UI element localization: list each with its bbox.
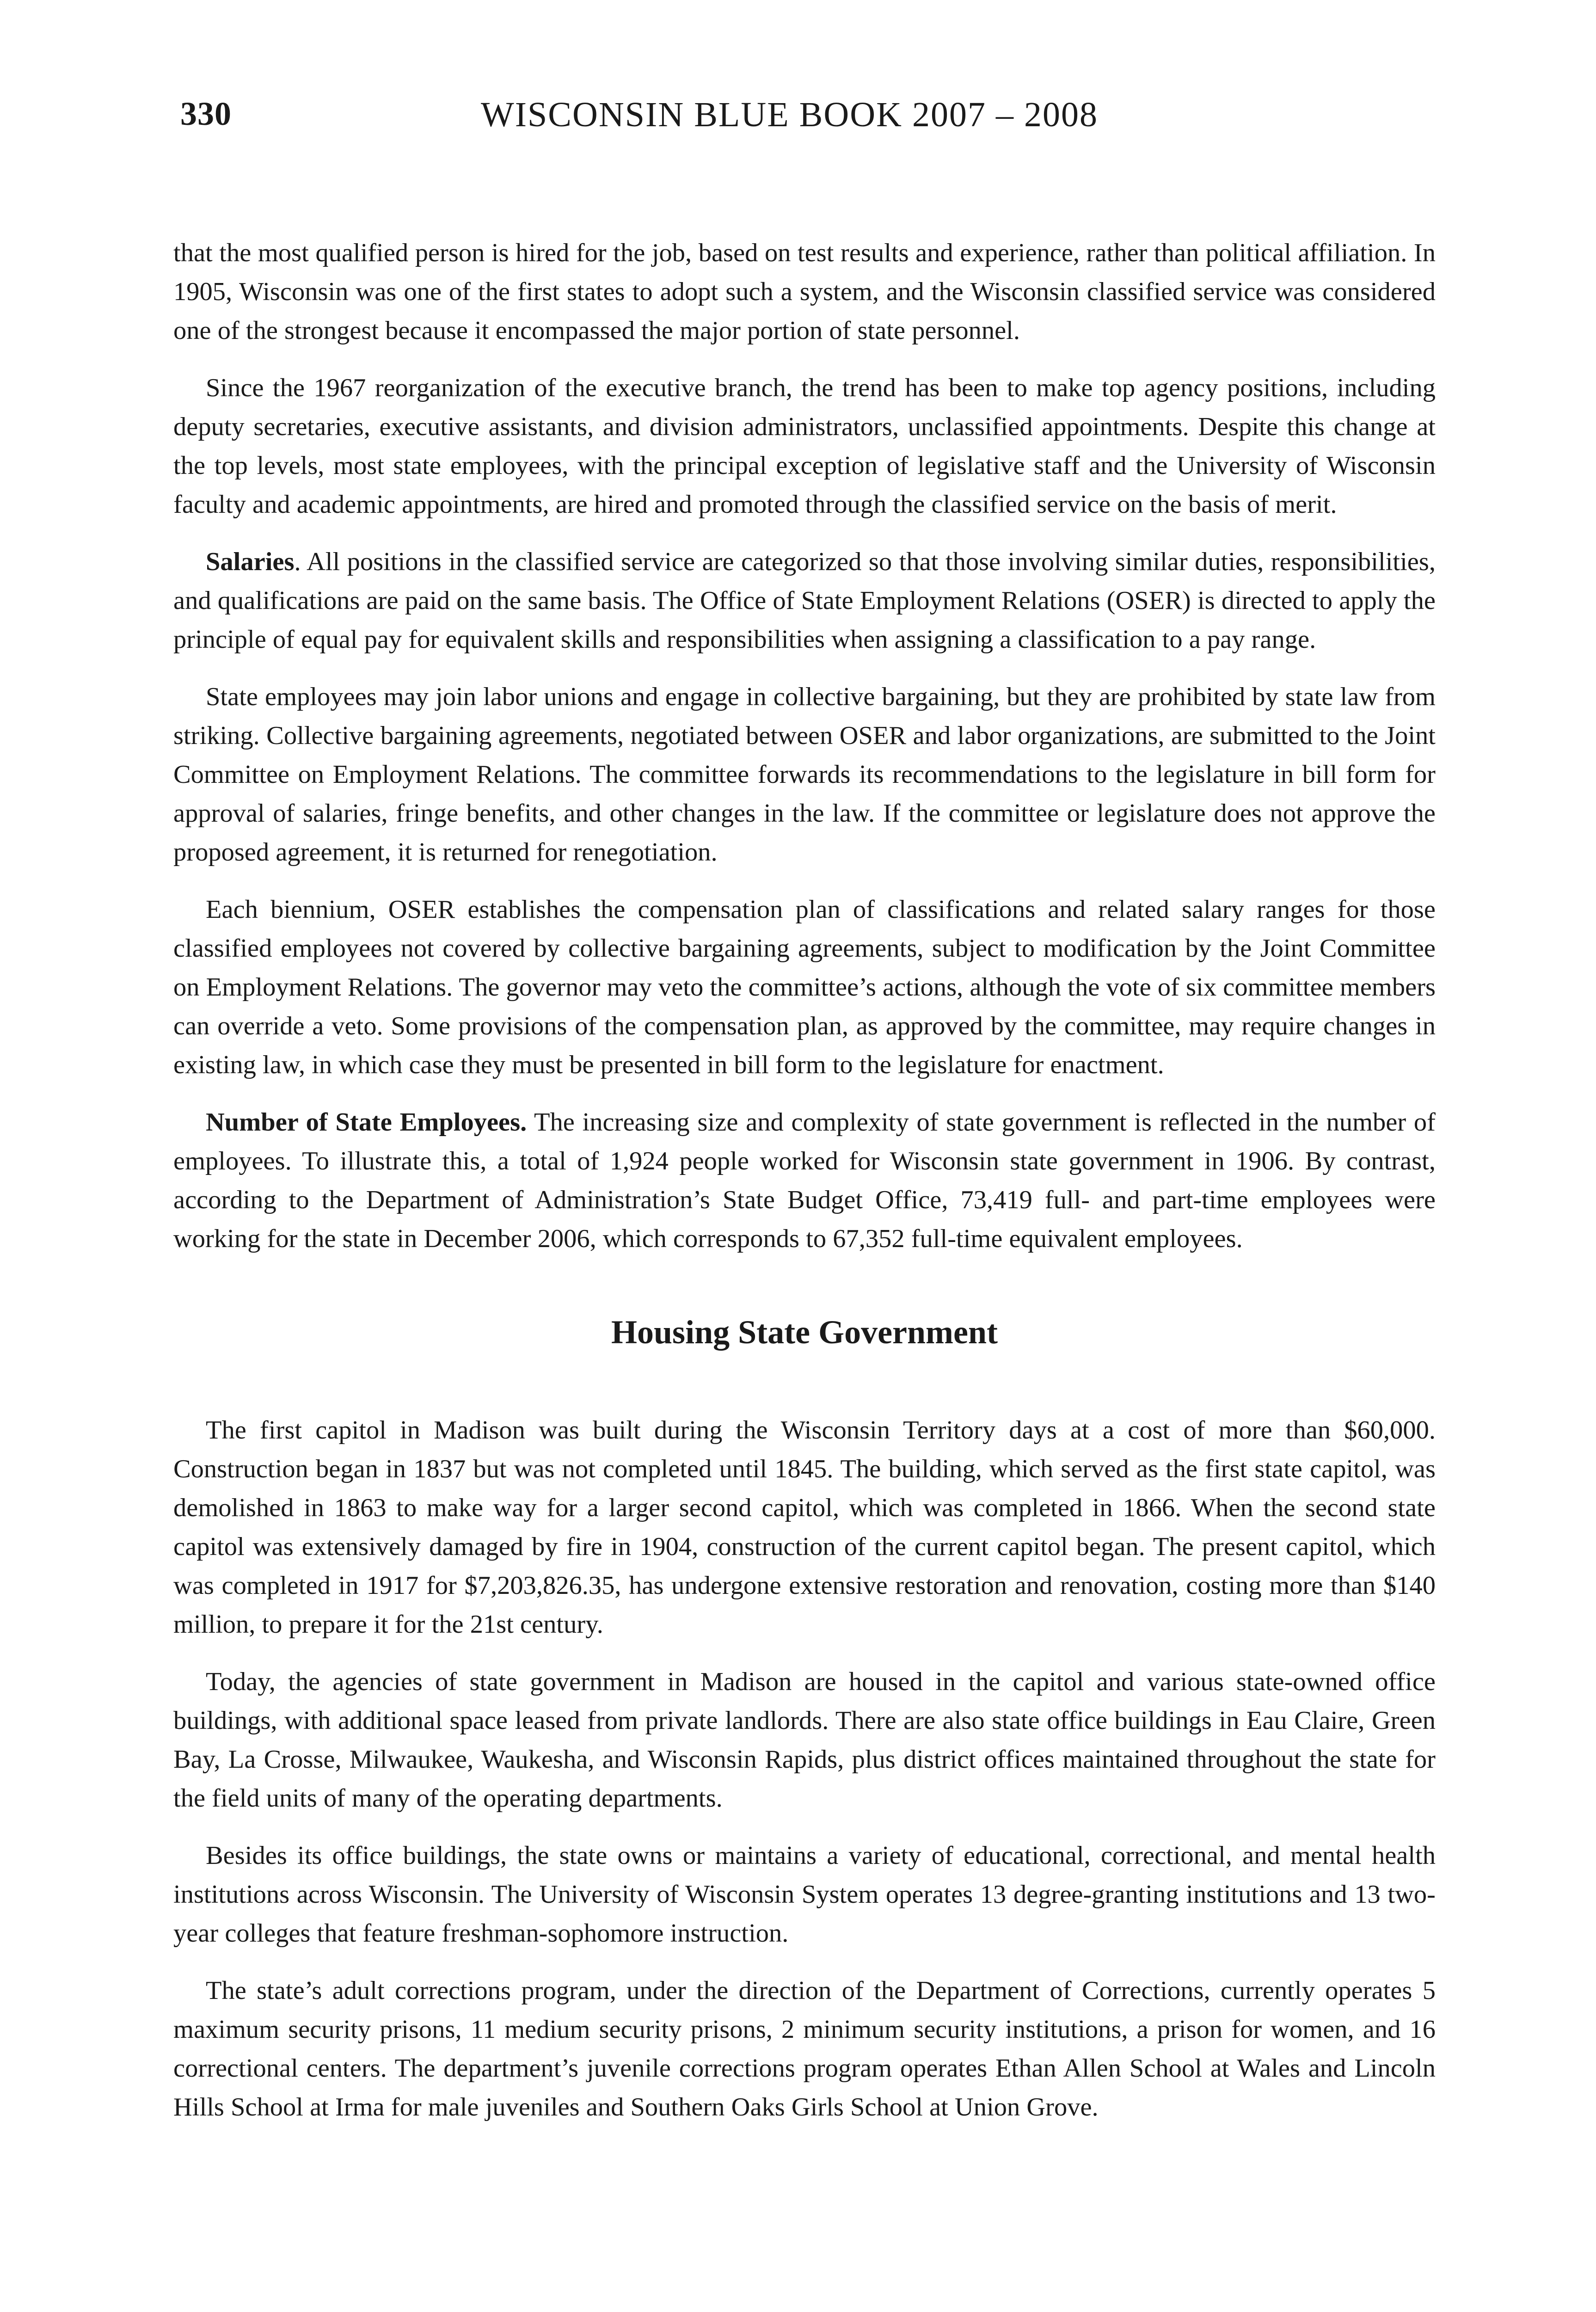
run-in-heading-salaries: Salaries — [206, 547, 295, 576]
page-body — [173, 234, 1436, 2127]
paragraph-number-of-employees — [173, 1103, 1436, 1258]
paragraph-corrections: The state’s adult corrections program, under the direction of the Department of Corrections, currently operates 5 maximum security prisons, 11 medium security prisons, 2 minimum security institutions, a prison for women, and 16 correctional centers. The department’s juvenile corrections program operates Ethan Allen School at Wales and Lincoln Hills School at Irma for male juveniles and Southern Oaks Girls School at Union Grove. — [173, 1976, 1436, 2121]
running-title: WISCONSIN BLUE BOOK 2007 – 2008 — [481, 95, 1098, 134]
number-of-employees-text: The increasing size and complexity of state government is reflected in the number of employees. To illustrate this, a total of 1,924 people worked for Wisconsin state government in 1906. By contrast, according to the Department of Administration’s State Budget Office, 73,419 full- and part-time employees were working for the state in December 2006, which corresponds to 67,352 full-time equivalent employees. — [173, 1108, 1436, 1253]
page-header — [180, 95, 1433, 141]
paragraph-civil-service-continued: that the most qualified person is hired for the job, based on test results and experience, rather than political affiliation. In 1905, Wisconsin was one of the first states to adopt such a system, and the Wisconsin classified service was considered one of the strongest because it encompassed the major portion of state personnel. — [173, 239, 1436, 345]
salaries-text: . All positions in the classified service are categorized so that those involving similar duties, responsibilities, and qualifications are paid on the same basis. The Office of State Employment Relations (OSER) is directed to apply the principle of equal pay for equivalent skills and responsibilities when assigning a classification to a pay range. — [173, 547, 1436, 654]
paragraph-compensation-plan: Each biennium, OSER establishes the compensation plan of classifications and related salary ranges for those classified employees not covered by collective bargaining agreements, subject to modification by the Joint Committee on Employment Relations. The governor may veto the committee’s actions, although the vote of six committee members can override a veto. Some provisions of the compensation plan, as approved by the committee, may require changes in existing law, in which case they must be presented in bill form to the legislature for enactment. — [173, 895, 1436, 1079]
paragraph-first-capitol: The first capitol in Madison was built during the Wisconsin Territory days at a cost of more than $60,000. Construction began in 1837 but was not completed until 1845. The building, which served as the first state capitol, was demolished in 1863 to make way for a larger second capitol, which was completed in 1866. When the second state capitol was extensively damaged by fire in 1904, construction of the current capitol began. The present capitol, which was completed in 1917 for $7,203,826.35, has undergone extensive restoration and renovation, costing more than $140 million, to prepare it for the 21st century. — [173, 1416, 1436, 1639]
paragraph-salaries — [173, 542, 1436, 659]
paragraph-collective-bargaining: State employees may join labor unions and engage in collective bargaining, but they are prohibited by state law from striking. Collective bargaining agreements, negotiated between OSER and labor organizations, are submitted to the Joint Committee on Employment Relations. The committee forwards its recommendations to the legislature in bill form for approval of salaries, fringe benefits, and other changes in the law. If the committee or legislature does not approve the proposed agreement, it is returned for renegotiation. — [173, 683, 1436, 867]
section-heading-housing: Housing State Government — [611, 1314, 998, 1351]
paragraph-reorganization: Since the 1967 reorganization of the executive branch, the trend has been to make top agency positions, including deputy secretaries, executive assistants, and division administrators, unclassified appointments. Despite this change at the top levels, most state employees, with the principal exception of legislative staff and the University of Wisconsin faculty and academic appointments, are hired and promoted through the classified service on the basis of merit. — [173, 374, 1436, 519]
paragraph-institutions: Besides its office buildings, the state owns or maintains a variety of educational, correctional, and mental health institutions across Wisconsin. The University of Wisconsin System operates 13 degree-granting institutions and 13 two-year colleges that feature freshman-sophomore instruction. — [173, 1841, 1436, 1948]
run-in-heading-number-of-employees: Number of State Employees. — [206, 1108, 527, 1137]
paragraph-agency-buildings: Today, the agencies of state government in Madison are housed in the capitol and various state-owned office buildings, with additional space leased from private landlords. There are also state office buildings in Eau Claire, Green Bay, La Crosse, Milwaukee, Waukesha, and Wisconsin Rapids, plus district offices maintained throughout the state for the field units of many of the operating departments. — [173, 1667, 1436, 1813]
page-number: 330 — [180, 95, 232, 132]
